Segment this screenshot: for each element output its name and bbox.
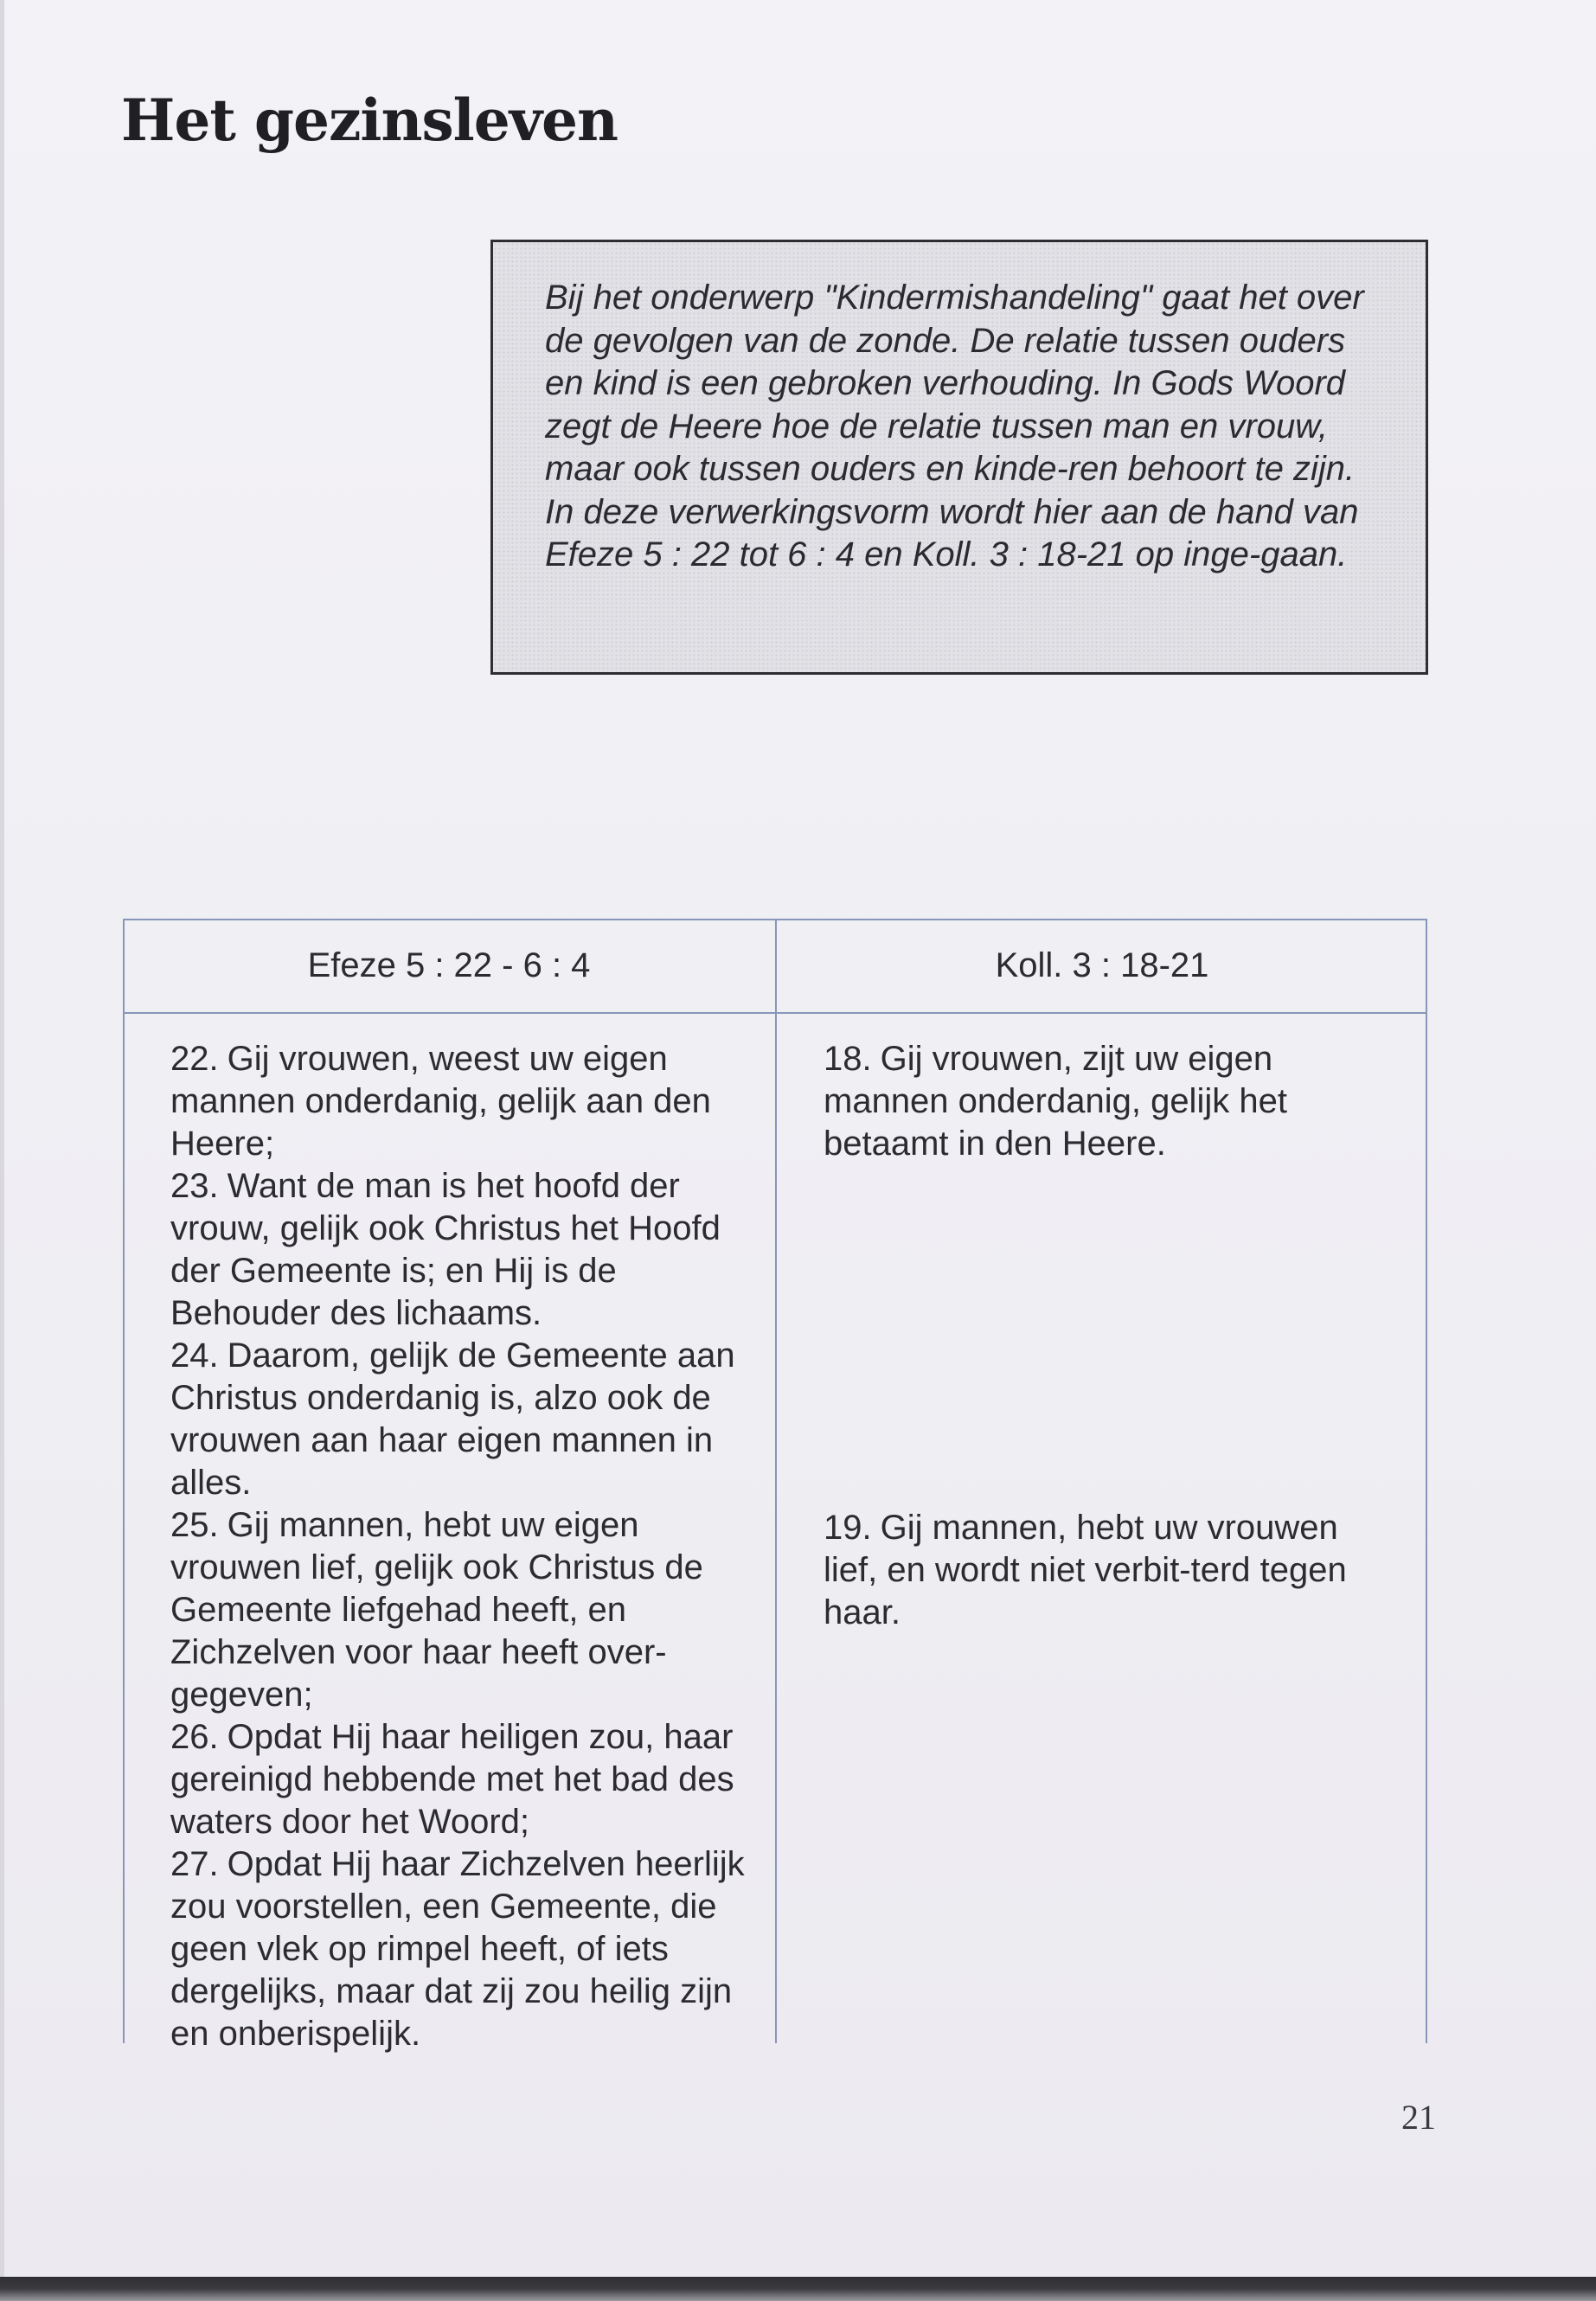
page-edge-shadow	[0, 0, 4, 2301]
verse-number: 26.	[170, 1718, 219, 1756]
verse-text: Opdat Hij haar Zichzelven heerlijk zou voorstellen, een Gemeente, die geen vlek op rimpel heeft, of iets dergelijks, maar dat zij zou heilig zijn en onberispelijk.	[170, 1845, 745, 2053]
column-header-efeze: Efeze 5 : 22 - 6 : 4	[307, 945, 591, 984]
verse-text: Gij mannen, hebt uw vrouwen lief, en wordt niet verbit-terd tegen haar.	[824, 1509, 1347, 1631]
kolossenzen-verse-18	[824, 1038, 1360, 1165]
verse-text: Gij vrouwen, zijt uw eigen mannen onderdanig, gelijk het betaamt in den Heere.	[824, 1040, 1287, 1163]
intro-paragraph-1: Bij het onderwerp "Kindermishandeling" gaat het over de gevolgen van de zonde. De relatie tussen ouders en kind is een gebroken verhouding. In Gods Woord zegt de Heere hoe de relatie tussen man en vrouw, maar ook tussen ouders en kinde-ren behoort te zijn.	[545, 279, 1364, 488]
verse-efeze-27	[170, 1843, 759, 2055]
verse-text: Opdat Hij haar heiligen zou, haar gereinigd hebbende met het bad des waters door het Woord;	[170, 1718, 734, 1841]
verse-number: 23.	[170, 1167, 219, 1205]
intro-paragraph-2: In deze verwerkingsvorm wordt hier aan de hand van Efeze 5 : 22 tot 6 : 4 en Koll. 3 : 18-21 op inge-gaan.	[545, 492, 1359, 574]
scan-bottom-edge	[0, 2277, 1596, 2301]
verse-efeze-23	[170, 1165, 759, 1335]
verse-efeze-26	[170, 1716, 759, 1843]
verse-number: 27.	[170, 1845, 219, 1883]
verse-efeze-24	[170, 1335, 759, 1504]
verse-number: 22.	[170, 1040, 219, 1078]
verse-number: 18.	[824, 1040, 872, 1078]
intro-box	[490, 240, 1428, 675]
verse-text: Gij mannen, hebt uw eigen vrouwen lief, gelijk ook Christus de Gemeente liefgehad heeft, en Zichzelven voor haar heeft over-gegeven;	[170, 1506, 703, 1714]
verse-koll-18	[824, 1038, 1360, 1165]
table-left-border	[123, 919, 125, 2043]
verse-number: 24.	[170, 1336, 219, 1375]
verse-koll-19	[824, 1507, 1360, 1634]
page-title: Het gezinsleven	[121, 87, 619, 154]
verse-efeze-22	[170, 1038, 759, 1165]
verse-text: Daarom, gelijk de Gemeente aan Christus onderdanig is, alzo ook de vrouwen aan haar eigen mannen in alles.	[170, 1336, 735, 1502]
efeze-verses	[170, 1038, 759, 2055]
table-right-border	[1426, 919, 1427, 2043]
table-column-divider	[775, 919, 777, 2043]
column-header-kolossenzen: Koll. 3 : 18-21	[995, 945, 1209, 984]
verse-text: Gij vrouwen, weest uw eigen mannen onderdanig, gelijk aan den Heere;	[170, 1040, 711, 1163]
verse-efeze-25	[170, 1504, 759, 1716]
kolossenzen-verse-19	[824, 1507, 1360, 1634]
verse-number: 19.	[824, 1509, 872, 1547]
verse-number: 25.	[170, 1506, 219, 1544]
verse-text: Want de man is het hoofd der vrouw, gelijk ook Christus het Hoofd der Gemeente is; en Hij is de Behouder des lichaams.	[170, 1167, 721, 1332]
page-number: 21	[1401, 2098, 1436, 2137]
scripture-table	[123, 919, 1427, 2053]
